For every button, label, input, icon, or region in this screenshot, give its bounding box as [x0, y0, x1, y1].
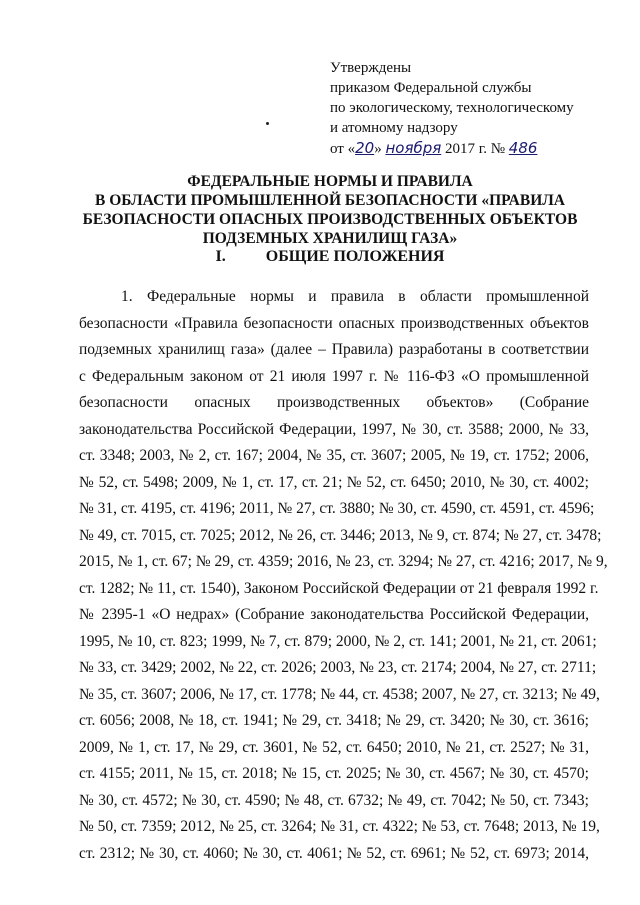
date-year-text: 2017 г. № [445, 141, 506, 157]
approval-line-4: и атомному надзору [330, 120, 458, 136]
body-line: безопасности опасных производственных объектов» (Собрание [79, 394, 589, 411]
date-mid: » [374, 141, 382, 157]
body-line: ст. 1282; № 11, ст. 1540), Законом Российской Федерации от 21 февраля 1992 г. [79, 579, 599, 597]
body-line: № 31, ст. 4195, ст. 4196; 2011, № 27, ст. 3880; № 30, ст. 4590, ст. 4591, ст. 4596; [79, 500, 595, 517]
body-line: № 33, ст. 3429; 2002, № 22, ст. 2026; 2003, № 23, ст. 2174; 2004, № 27, ст. 2711; [79, 659, 597, 676]
section-number: I. [215, 248, 226, 265]
body-line: 1. Федеральные нормы и правила в области промышленной [121, 288, 589, 305]
date-prefix: от « [330, 141, 356, 157]
title-line-1: ФЕДЕРАЛЬНЫЕ НОРМЫ И ПРАВИЛА [187, 173, 473, 190]
body-line: безопасности «Правила безопасности опасных производственных объектов [79, 314, 589, 332]
body-line: законодательства Российской Федерации, 1997, № 30, ст. 3588; 2000, № 33, [79, 420, 589, 438]
handwritten-month: ноября [385, 139, 442, 157]
title-line-3: БЕЗОПАСНОСТИ ОПАСНЫХ ПРОИЗВОДСТВЕННЫХ ОБЪЕКТОВ [82, 211, 578, 228]
handwritten-day: 20 [355, 139, 375, 157]
document-title [40, 172, 620, 248]
approval-line-2: приказом Федеральной службы [330, 80, 532, 96]
body-line: ст. 4155; 2011, № 15, ст. 2018; № 15, ст. 2025; № 30, ст. 4567; № 30, ст. 4570; [79, 765, 589, 782]
approval-date-line [330, 138, 620, 159]
body-line: ст. 6056; 2008, № 18, ст. 1941; № 29, ст. 3418; № 29, ст. 3420; № 30, ст. 3616; [79, 712, 589, 729]
approval-block [330, 58, 620, 159]
section-title: ОБЩИЕ ПОЛОЖЕНИЯ [265, 248, 445, 265]
stray-dot-mark [266, 122, 269, 125]
body-line: № 2395-1 «О недрах» (Собрание законодательства Российской Федерации, [79, 606, 589, 623]
approval-line-3: по экологическому, технологическому [330, 100, 574, 116]
body-line: № 52, ст. 5498; 2009, № 1, ст. 17, ст. 21; № 52, ст. 6450; 2010, № 30, ст. 4002; [79, 473, 589, 491]
body-text [79, 284, 608, 867]
body-line: с Федеральным законом от 21 июля 1997 г. № 116-ФЗ «О промышленной [79, 367, 589, 385]
title-line-4: ПОДЗЕМНЫХ ХРАНИЛИЩ ГАЗА» [202, 230, 458, 247]
body-line: № 30, ст. 4572; № 30, ст. 4590; № 48, ст. 6732; № 49, ст. 7042; № 50, ст. 7343; [79, 791, 589, 809]
approval-line-1: Утверждены [330, 60, 412, 76]
body-line: № 50, ст. 7359; 2012, № 25, ст. 3264; № 31, ст. 4322; № 53, ст. 7648; 2013, № 19, [79, 818, 600, 835]
body-line: 2015, № 1, ст. 67; № 29, ст. 4359; 2016, № 23, ст. 3294; № 27, ст. 4216; 2017, № 9, [79, 553, 608, 570]
title-line-2: В ОБЛАСТИ ПРОМЫШЛЕННОЙ БЕЗОПАСНОСТИ «ПРАВИЛА [95, 192, 565, 209]
section-heading [40, 247, 620, 267]
body-line: 1995, № 10, ст. 823; 1999, № 7, ст. 879; 2000, № 2, ст. 141; 2001, № 21, ст. 2061; [79, 632, 597, 650]
body-line: 2009, № 1, ст. 17, № 29, ст. 3601, № 52, ст. 6450; 2010, № 21, ст. 2527; № 31, [79, 738, 589, 756]
handwritten-order-number: 486 [508, 139, 538, 157]
body-line: подземных хранилищ газа» (далее – Правила) разработаны в соответствии [79, 341, 589, 358]
body-line: ст. 2312; № 30, ст. 4060; № 30, ст. 4061; № 52, ст. 6961; № 52, ст. 6973; 2014, [79, 844, 589, 862]
body-line: № 49, ст. 7015, ст. 7025; 2012, № 26, ст. 3446; 2013, № 9, ст. 874; № 27, ст. 3478; [79, 526, 602, 544]
body-line: ст. 3348; 2003, № 2, ст. 167; 2004, № 35, ст. 3607; 2005, № 19, ст. 1752; 2006, [79, 447, 589, 464]
body-line: № 35, ст. 3607; 2006, № 17, ст. 1778; № 44, ст. 4538; 2007, № 27, ст. 3213; № 49, [79, 685, 600, 703]
